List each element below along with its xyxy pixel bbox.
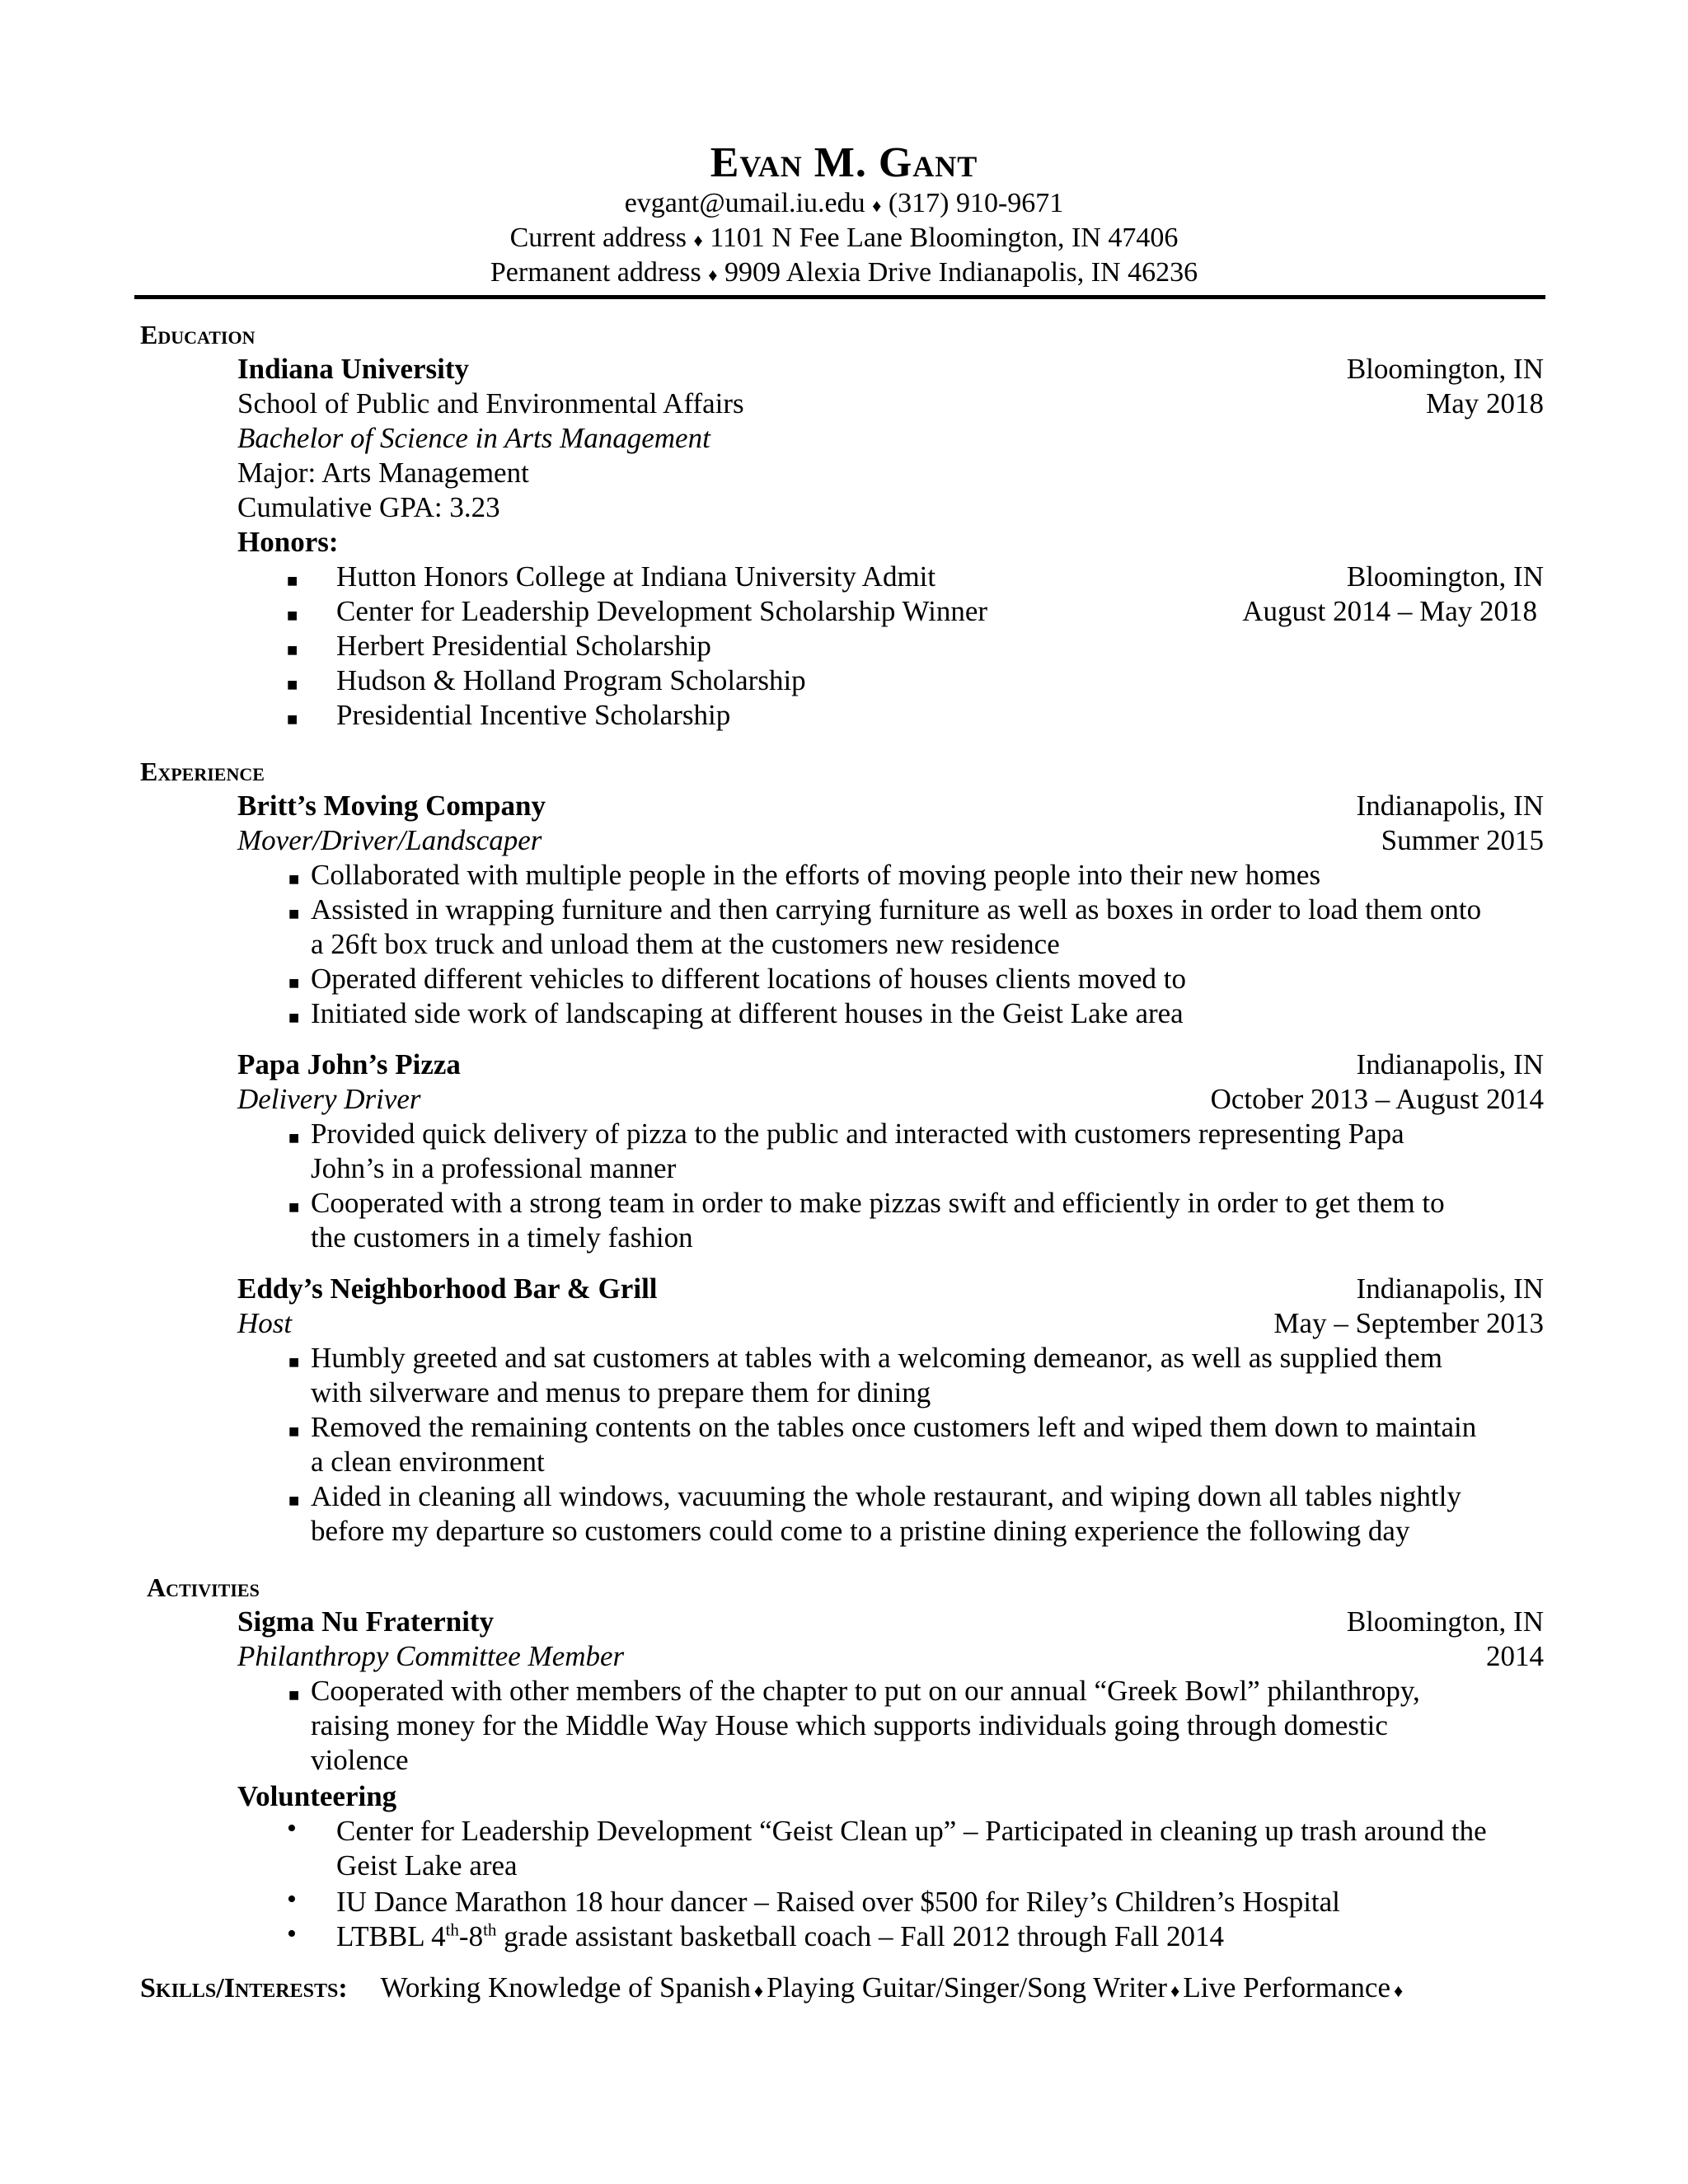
education-heading: Education: [140, 320, 256, 349]
job-bullet: Assisted in wrapping furniture and then carrying furniture as well as boxes in order to load them onto: [311, 893, 1482, 926]
activity-title: Philanthropy Committee Member: [237, 1640, 625, 1672]
header-divider: [134, 295, 1545, 299]
square-bullet-icon: ■: [288, 1421, 300, 1441]
square-bullet-icon: ■: [288, 1127, 300, 1148]
round-bullet-icon: •: [287, 1919, 297, 1949]
candidate-name: Evan M. Gant: [710, 139, 978, 186]
square-bullet-icon: ■: [287, 674, 298, 695]
square-bullet-icon: ■: [288, 1197, 300, 1217]
square-bullet-icon: ■: [287, 570, 298, 591]
job-bullet-continued: a clean environment: [311, 1446, 545, 1478]
honor-location: Bloomington, IN: [1346, 560, 1544, 593]
square-bullet-icon: ■: [288, 869, 300, 889]
volunteering-label: Volunteering: [237, 1780, 397, 1812]
job-bullet: Collaborated with multiple people in the efforts of moving people into their new homes: [311, 859, 1321, 891]
job-bullet: Aided in cleaning all windows, vacuuming the whole restaurant, and wiping down all tables nightly: [311, 1480, 1461, 1512]
square-bullet-icon: ■: [288, 1685, 300, 1705]
permanent-address: 9909 Alexia Drive Indianapolis, IN 46236: [724, 257, 1198, 288]
square-bullet-icon: ■: [288, 903, 300, 924]
separator-icon: ♦: [1394, 1980, 1404, 2001]
honor-item: Hutton Honors College at Indiana University Admit: [336, 560, 936, 593]
activity-bullet: Cooperated with other members of the chapter to put on our annual “Greek Bowl” philanthropy,: [311, 1675, 1420, 1707]
contact-line: [0, 188, 1688, 219]
job-org: Eddy’s Neighborhood Bar & Grill: [237, 1272, 658, 1305]
gpa: Cumulative GPA: 3.23: [237, 491, 500, 523]
job-bullet: Provided quick delivery of pizza to the public and interacted with customers representing Papa: [311, 1118, 1404, 1150]
square-bullet-icon: ■: [288, 1490, 300, 1511]
phone: (317) 910-9671: [888, 188, 1064, 218]
separator-icon: ♦: [708, 265, 718, 285]
job-location: Indianapolis, IN: [1356, 1272, 1544, 1305]
job-location: Indianapolis, IN: [1356, 790, 1544, 822]
job-date: October 2013 – August 2014: [1210, 1083, 1544, 1115]
job-bullet-continued: with silverware and menus to prepare them for dining: [311, 1376, 931, 1408]
activity-bullet-continued: violence: [311, 1744, 409, 1776]
job-org: Papa John’s Pizza: [237, 1048, 461, 1080]
volunteering-item: IU Dance Marathon 18 hour dancer – Raised over $500 for Riley’s Children’s Hospital: [336, 1886, 1340, 1918]
square-bullet-icon: ■: [287, 709, 298, 729]
job-bullet-continued: a 26ft box truck and unload them at the customers new residence: [311, 928, 1060, 960]
permanent-address-label: Permanent address: [490, 257, 701, 288]
job-bullet: Operated different vehicles to different locations of houses clients moved to: [311, 963, 1186, 995]
major: Major: Arts Management: [237, 457, 529, 489]
activity-bullet-continued: raising money for the Middle Way House which supports individuals going through domestic: [311, 1709, 1388, 1741]
activities-heading: Activities: [147, 1572, 260, 1602]
job-title: Host: [237, 1307, 293, 1339]
permanent-address-line: [0, 257, 1688, 288]
current-address-label: Current address: [509, 223, 687, 253]
volunteering-item-continued: Geist Lake area: [336, 1849, 518, 1882]
skill-item: Working Knowledge of Spanish: [380, 1971, 751, 2004]
job-bullet: Removed the remaining contents on the tables once customers left and wiped them down to maintain: [311, 1411, 1477, 1443]
square-bullet-icon: ■: [288, 1007, 300, 1028]
job-title: Delivery Driver: [237, 1083, 421, 1115]
activity-location: Bloomington, IN: [1346, 1605, 1544, 1638]
activity-date: 2014: [1486, 1640, 1544, 1672]
college-name: School of Public and Environmental Affairs: [237, 387, 744, 419]
separator-icon: ♦: [753, 1980, 764, 2001]
separator-icon: ♦: [1170, 1980, 1180, 2001]
current-address-line: [0, 223, 1688, 254]
job-bullet-continued: John’s in a professional manner: [311, 1152, 677, 1184]
honor-item: Center for Leadership Development Scholarship Winner: [336, 595, 988, 627]
honor-item: Presidential Incentive Scholarship: [336, 699, 731, 731]
activity-org: Sigma Nu Fraternity: [237, 1605, 495, 1638]
honor-date: August 2014 – May 2018: [1242, 595, 1537, 627]
round-bullet-icon: •: [287, 1813, 297, 1844]
job-location: Indianapolis, IN: [1356, 1048, 1544, 1080]
job-bullet: Initiated side work of landscaping at different houses in the Geist Lake area: [311, 997, 1184, 1029]
square-bullet-icon: ■: [288, 1352, 300, 1372]
job-bullet: Humbly greeted and sat customers at tables with a welcoming demeanor, as well as supplied them: [311, 1342, 1442, 1374]
degree: Bachelor of Science in Arts Management: [237, 422, 710, 454]
job-bullet-continued: before my departure so customers could come to a pristine dining experience the following day: [311, 1515, 1410, 1547]
job-date: Summer 2015: [1381, 824, 1544, 856]
job-date: May – September 2013: [1273, 1307, 1544, 1339]
separator-icon: ♦: [693, 230, 703, 251]
job-org: Britt’s Moving Company: [237, 790, 546, 822]
skill-item: Playing Guitar/Singer/Song Writer: [767, 1971, 1168, 2004]
email: evgant@umail.iu.edu: [624, 188, 865, 218]
skills-heading: Skills/Interests:: [140, 1973, 348, 2004]
current-address: 1101 N Fee Lane Bloomington, IN 47406: [710, 223, 1179, 253]
square-bullet-icon: ■: [287, 605, 298, 626]
graduation-date: May 2018: [1426, 387, 1544, 419]
square-bullet-icon: ■: [287, 640, 298, 660]
honors-label: Honors:: [237, 526, 339, 558]
job-bullet-continued: the customers in a timely fashion: [311, 1221, 693, 1254]
school-location: Bloomington, IN: [1346, 353, 1544, 385]
volunteering-item: Center for Leadership Development “Geist Clean up” – Participated in cleaning up trash around the: [336, 1815, 1487, 1847]
round-bullet-icon: •: [287, 1884, 297, 1915]
square-bullet-icon: ■: [288, 972, 300, 993]
school-name: Indiana University: [237, 353, 470, 385]
job-title: Mover/Driver/Landscaper: [237, 824, 542, 856]
honor-item: Herbert Presidential Scholarship: [336, 630, 711, 662]
experience-heading: Experience: [140, 757, 265, 786]
honor-item: Hudson & Holland Program Scholarship: [336, 664, 806, 696]
volunteering-item: LTBBL 4th-8th grade assistant basketball coach – Fall 2012 through Fall 2014: [336, 1919, 1225, 1952]
job-bullet: Cooperated with a strong team in order to make pizzas swift and efficiently in order to get them to: [311, 1187, 1445, 1219]
skills-line: [140, 1971, 1403, 2004]
separator-icon: ♦: [872, 195, 882, 216]
skill-item: Live Performance: [1183, 1971, 1390, 2004]
